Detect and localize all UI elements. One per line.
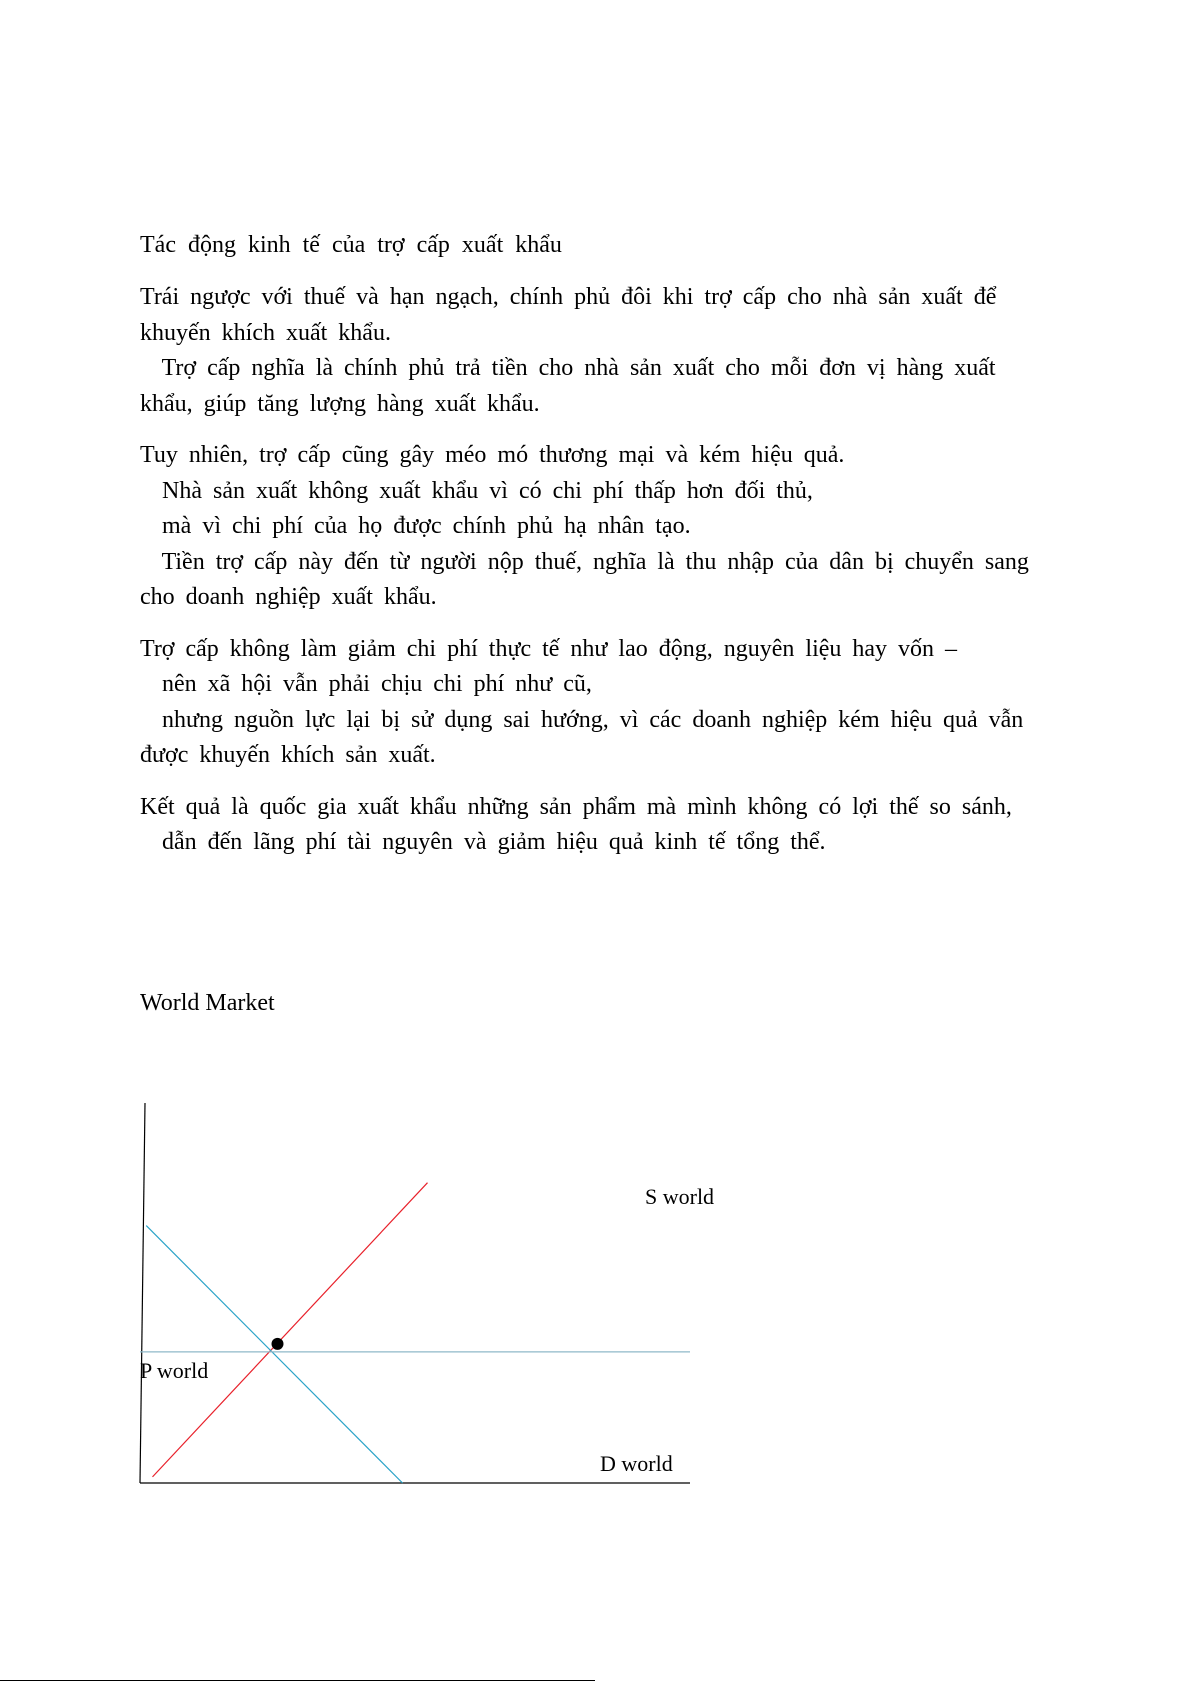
paragraph-line: được khuyến khích sản xuất. [140,742,436,768]
world-price-label: P world [140,1358,209,1383]
footnote-rule [0,1680,595,1681]
paragraph-line: nên xã hội vẫn phải chịu chi phí như cũ, [140,671,592,697]
paragraph-line: Kết quả là quốc gia xuất khẩu những sản phẩm mà mình không có lợi thế so sánh, [140,793,1012,820]
demand-curve [146,1226,402,1483]
paragraph-line: cho doanh nghiệp xuất khẩu. [140,584,437,610]
chart-title: World Market [140,990,275,1016]
paragraph-line: Trợ cấp không làm giảm chi phí thực tế như lao động, nguyên liệu hay vốn – [140,635,958,662]
paragraph-line: dẫn đến lãng phí tài nguyên và giảm hiệu quả kinh tế tổng thể. [140,829,826,855]
y-axis [140,1103,145,1483]
paragraph-line: Tuy nhiên, trợ cấp cũng gây méo mó thương mại và kém hiệu quả. [140,442,845,468]
paragraph-line: Trái ngược với thuế và hạn ngạch, chính phủ đôi khi trợ cấp cho nhà sản xuất để [140,284,997,310]
paragraph-line: Trợ cấp nghĩa là chính phủ trả tiền cho nhà sản xuất cho mỗi đơn vị hàng xuất [140,355,996,381]
paragraph-line: nhưng nguồn lực lại bị sử dụng sai hướng, vì các doanh nghiệp kém hiệu quả vẫn [140,706,1024,733]
paragraph-line: mà vì chi phí của họ được chính phủ hạ nhân tạo. [140,513,691,539]
supply-curve-label: S world [645,1184,715,1209]
supply-curve [153,1183,428,1477]
equilibrium-point [272,1338,284,1350]
demand-curve-label: D world [600,1451,673,1476]
page-title: Tác động kinh tế của trợ cấp xuất khẩu [140,232,562,258]
paragraph-line: khẩu, giúp tăng lượng hàng xuất khẩu. [140,390,540,417]
paragraph-line: Tiền trợ cấp này đến từ người nộp thuế, nghĩa là thu nhập của dân bị chuyển sang [140,548,1029,575]
paragraph-line: Nhà sản xuất không xuất khẩu vì có chi phí thấp hơn đối thủ, [140,477,813,504]
paragraph-line: khuyến khích xuất khẩu. [140,319,391,346]
